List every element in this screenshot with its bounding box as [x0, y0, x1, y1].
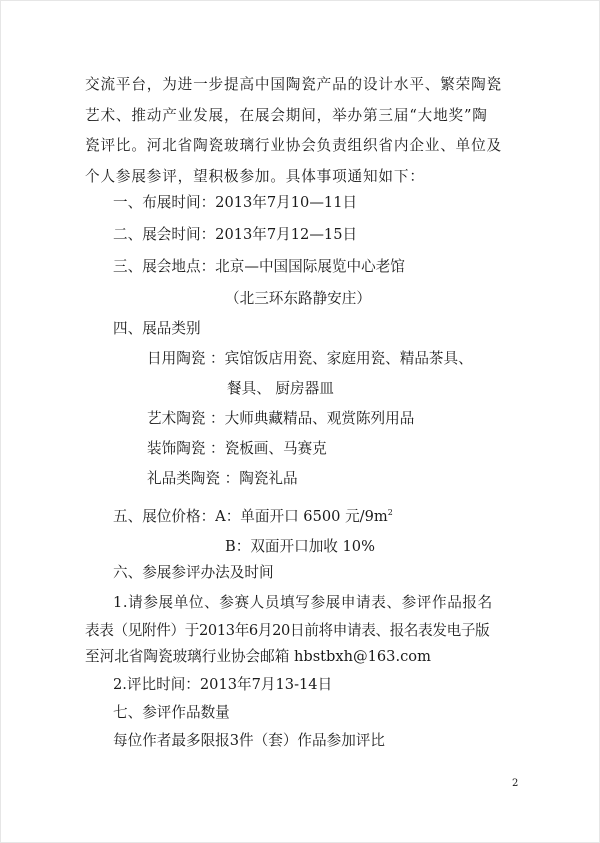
item-venue: 三、展会地点：北京—中国国际展览中心老馆	[113, 258, 405, 275]
category-decorative-ceramics: 装饰陶瓷 ：瓷板画、马赛克	[147, 440, 327, 457]
item-venue-address: （北三环东路静安庄）	[225, 290, 371, 307]
method-line: 1.请参展单位、参赛人员填写参展申请表、参评作品报名	[113, 594, 493, 611]
intro-line: 交流平台，为进一步提高中国陶瓷产品的设计水平、繁荣陶瓷	[85, 76, 502, 93]
booth-price-b: B：双面开口加收 10%	[225, 538, 375, 555]
page-number: 2	[512, 778, 519, 789]
category-art-ceramics: 艺术陶瓷 ：大师典藏精品、观赏陈列用品	[147, 410, 415, 427]
entry-quantity-text: 每位作者最多限报3件（套）作品参加评比	[113, 732, 385, 749]
intro-line: 艺术、推动产业发展，在展会期间，举办第三届“大地奖”陶	[85, 106, 488, 124]
item-booth-price	[113, 507, 393, 527]
method-line-email: 至河北省陶瓷玻璃行业协会邮箱 hbstbxh@163.com	[85, 648, 431, 665]
item-entry-quantity: 七、参评作品数量	[113, 704, 230, 721]
judging-time: 2.评比时间：2013年7月13-14日	[113, 676, 333, 693]
item-setup-time: 一、布展时间：2013年7月10—11日	[113, 194, 358, 211]
method-line: 表表（见附件）于2013年6月20日前将申请表、报名表发电子版	[85, 622, 490, 639]
intro-line: 瓷评比。河北省陶瓷玻璃行业协会负责组织省内企业、单位及	[85, 137, 502, 154]
item-categories-heading: 四、展品类别	[113, 320, 201, 337]
item-exhibition-time: 二、展会时间：2013年7月12—15日	[113, 226, 358, 243]
square-superscript: 2	[387, 508, 393, 518]
item-participation-method: 六、参展参评办法及时间	[113, 564, 274, 581]
category-daily-ceramics: 日用陶瓷 ：宾馆饭店用瓷、家庭用瓷、精品茶具、	[147, 350, 473, 367]
category-daily-ceramics-cont: 餐具、 厨房器皿	[227, 380, 334, 397]
booth-price-text: 五、展位价格：A：单面开口 6500 元/9m	[113, 508, 388, 525]
intro-paragraph	[85, 70, 517, 192]
intro-line: 个人参展参评，望积极参加。具体事项通知如下：	[85, 167, 425, 185]
category-gift-ceramics: 礼品类陶瓷 ：陶瓷礼品	[147, 470, 298, 487]
